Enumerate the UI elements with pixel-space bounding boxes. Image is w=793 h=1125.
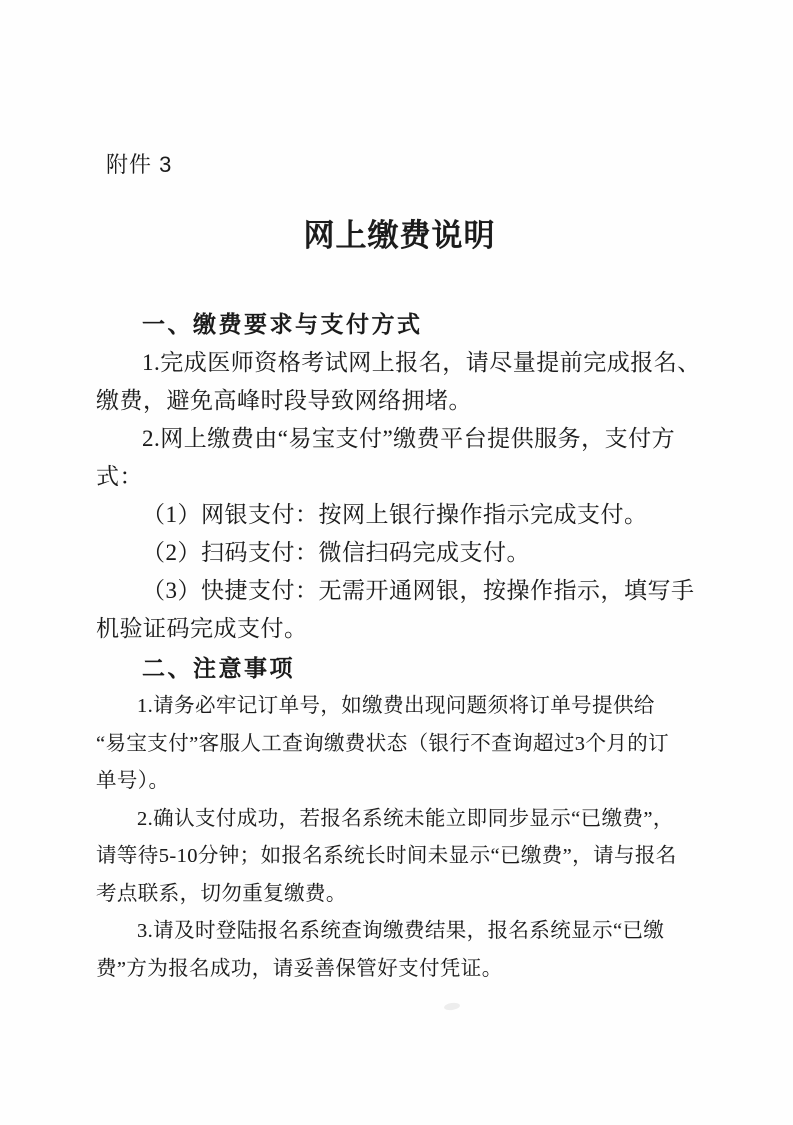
text-line: 2.网上缴费由“易宝支付”缴费平台提供服务，支付方 — [142, 426, 676, 451]
document-body — [96, 304, 703, 988]
text-line: “易宝支付”客服人工查询缴费状态（银行不查询超过3个月的订 — [96, 732, 670, 755]
text-line: 单号）。 — [96, 770, 170, 792]
text-line: 缴费，避免高峰时段导致网络拥堵。 — [96, 388, 472, 413]
attachment-label: 附件 3 — [106, 152, 173, 177]
text-line: 1.完成医师资格考试网上报名，请尽量提前完成报名、 — [142, 350, 701, 375]
text-line: 考点联系，切勿重复缴费。 — [96, 882, 347, 905]
text-line: 2.确认支付成功，若报名系统未能立即同步显示“已缴费”， — [137, 807, 674, 830]
text-line: （3）快捷支付：无需开通网银，按操作指示，填写手 — [142, 578, 695, 603]
text-line: 式： — [96, 464, 143, 489]
text-line: （1）网银支付：按网上银行操作指示完成支付。 — [142, 502, 648, 527]
document-title: 网上缴费说明 — [303, 218, 496, 253]
text-line: 请等待5-10分钟；如报名系统长时间未显示“已缴费”，请与报名 — [96, 845, 677, 867]
text-line: （2）扫码支付：微信扫码完成支付。 — [142, 540, 530, 565]
section-heading: 二、注意事项 — [142, 655, 295, 681]
text-line: 1.请务必牢记订单号，如缴费出现问题须将订单号提供给 — [137, 695, 655, 717]
section-heading: 一、缴费要求与支付方式 — [142, 311, 423, 337]
text-line: 3.请及时登陆报名系统查询缴费结果，报名系统显示“已缴 — [137, 920, 665, 942]
text-line: 机验证码完成支付。 — [96, 616, 308, 641]
text-line: 费”方为报名成功，请妥善保管好支付凭证。 — [96, 957, 503, 980]
scan-smudge-artifact — [444, 1002, 461, 1011]
